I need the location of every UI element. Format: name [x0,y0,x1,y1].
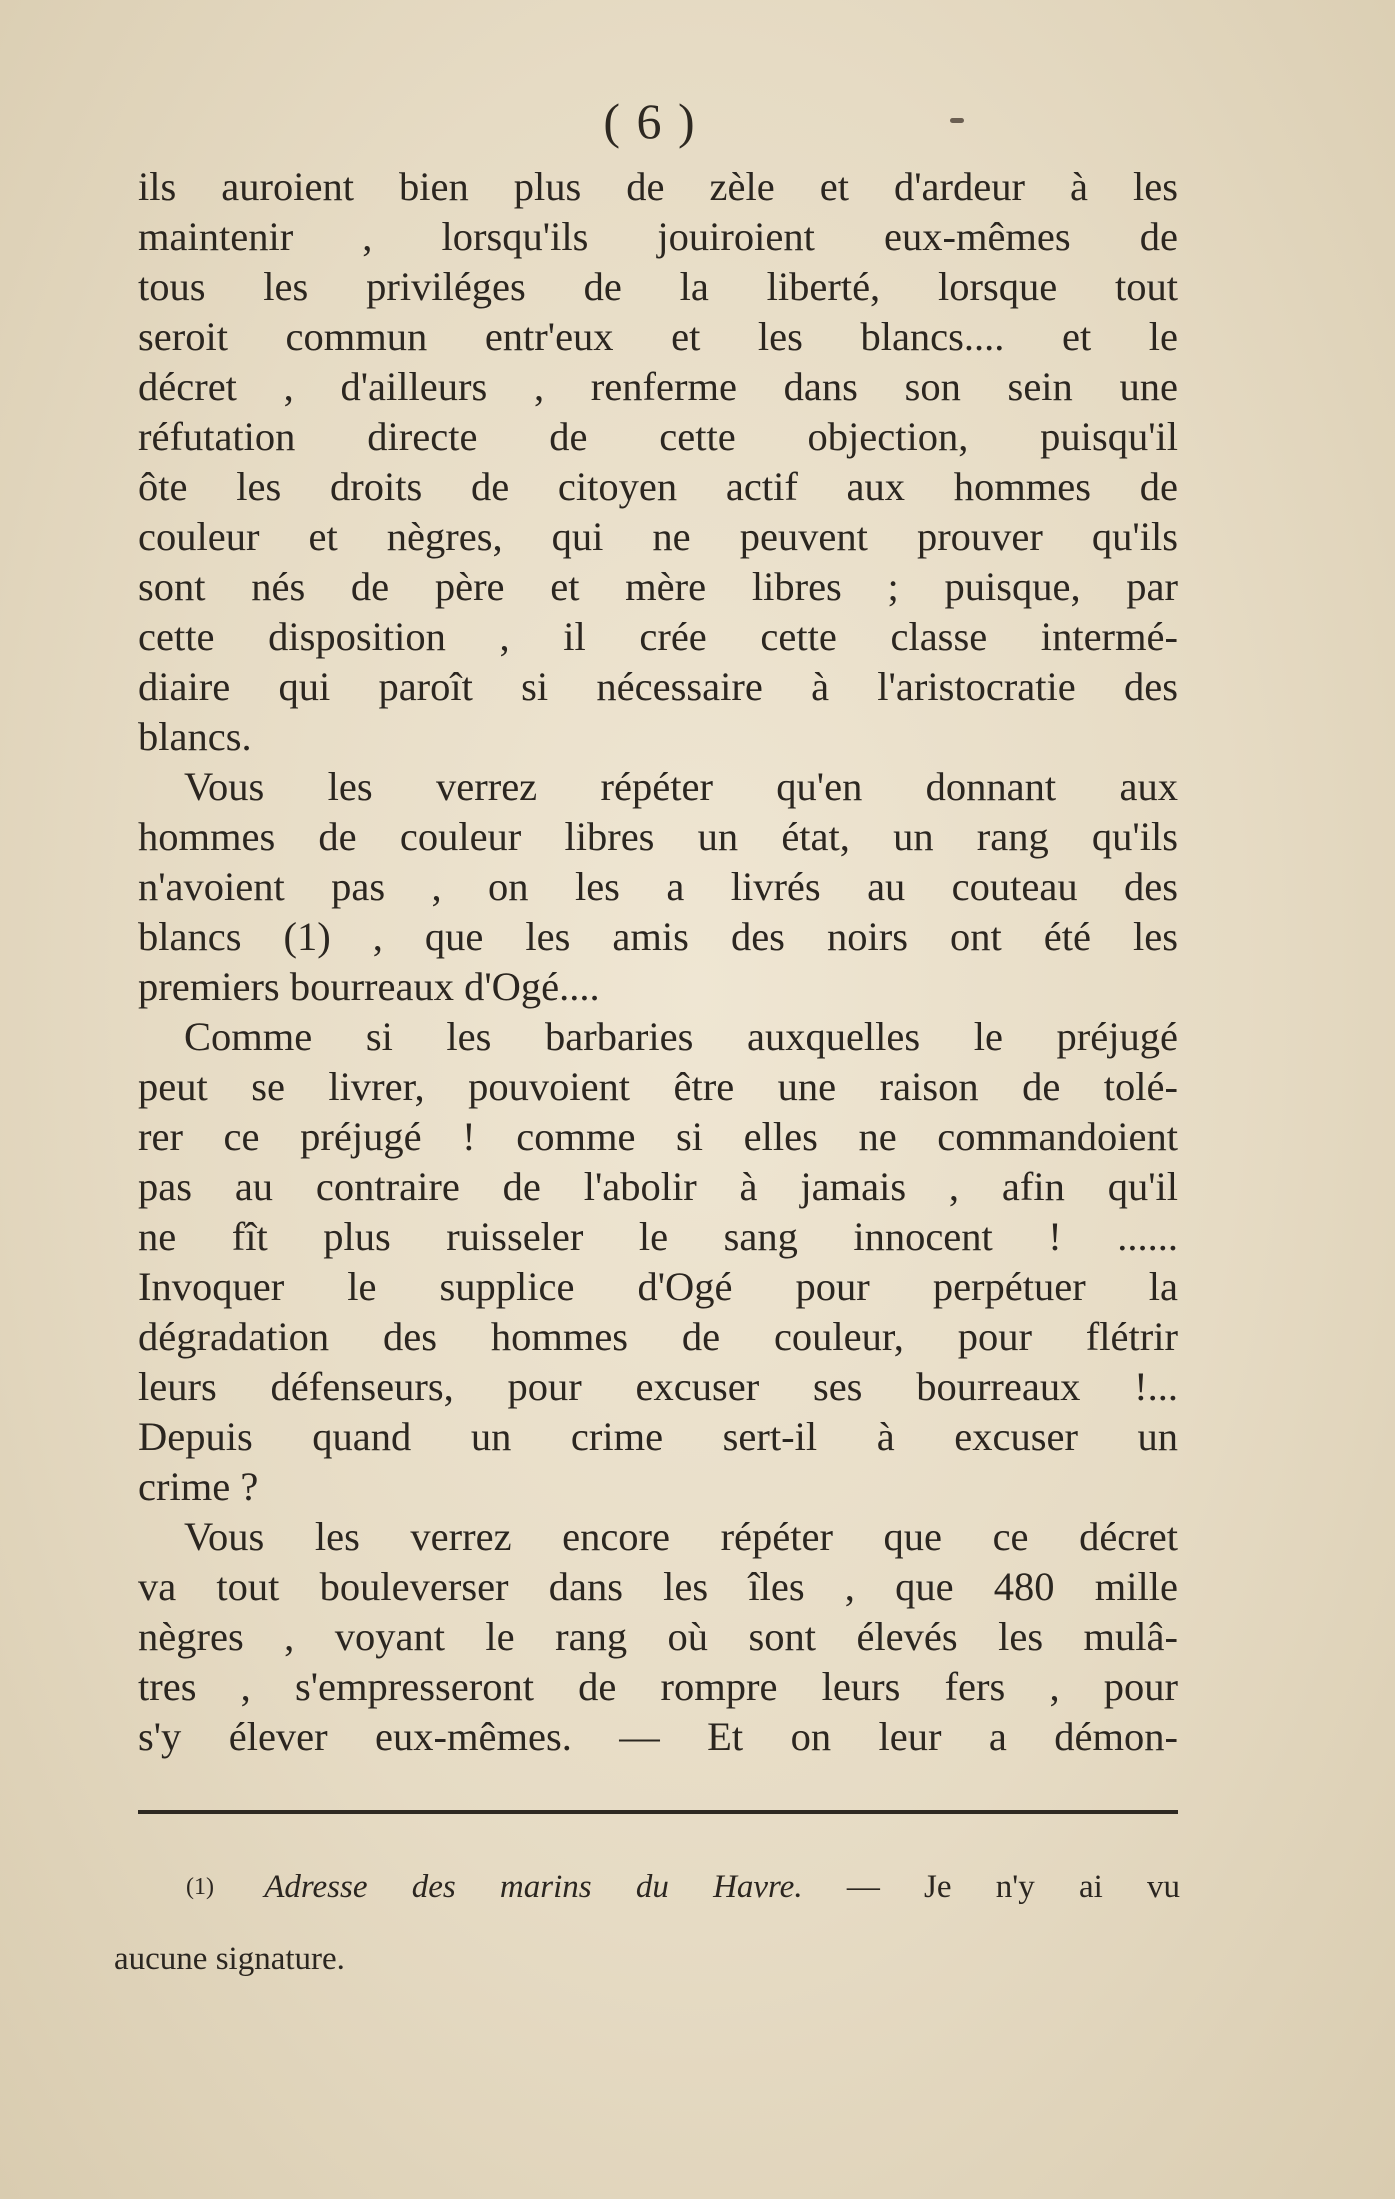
text-line: cette disposition , il crée cette classe intermé- [138,614,1178,659]
text-line: pas au contraire de l'abolir à jamais , afin qu'il [138,1164,1178,1209]
text-line: tres , s'empresseront de rompre leurs fers , pour [138,1664,1178,1709]
text-line: crime ? [138,1464,259,1509]
text-line: leurs défenseurs, pour excuser ses bourreaux !... [138,1364,1178,1409]
text-line: seroit commun entr'eux et les blancs.... et le [138,314,1178,359]
text-line: maintenir , lorsqu'ils jouiroient eux-mêmes de [138,214,1178,259]
text-line: n'avoient pas , on les a livrés au couteau des [138,864,1178,909]
text-line: couleur et nègres, qui ne peuvent prouver qu'ils [138,514,1178,559]
text-line: nègres , voyant le rang où sont élevés les mulâ- [138,1614,1178,1659]
text-line: Invoquer le supplice d'Ogé pour perpétuer la [138,1264,1178,1309]
text-line: sont nés de père et mère libres ; puisque, par [138,564,1178,609]
text-line: ne fît plus ruisseler le sang innocent ! ...... [138,1214,1178,1259]
text-line: décret , d'ailleurs , renferme dans son sein une [138,364,1178,409]
footnote-mark: (1) [186,1874,214,1900]
text-line: tous les priviléges de la liberté, lorsque tout [138,264,1178,309]
footnote-line [186,1865,1180,1909]
text-line: réfutation directe de cette objection, puisqu'il [138,414,1178,459]
text-line: peut se livrer, pouvoient être une raison de tolé- [138,1064,1178,1109]
text-line: hommes de couleur libres un état, un rang qu'ils [138,814,1178,859]
text-line: ôte les droits de citoyen actif aux hommes de [138,464,1178,509]
text-line: s'y élever eux-mêmes. — Et on leur a démon- [138,1714,1178,1759]
footnote-text: — Je n'y ai vu [846,1869,1180,1905]
text-line: Depuis quand un crime sert-il à excuser un [138,1414,1178,1459]
text-line: blancs (1) , que les amis des noirs ont été les [138,914,1178,959]
text-line: Comme si les barbaries auxquelles le préjugé [184,1014,1178,1059]
text-line: dégradation des hommes de couleur, pour flétrir [138,1314,1178,1359]
ink-mark [950,118,964,123]
footnote-divider [138,1810,1178,1814]
footnote-line-2: aucune signature. [114,1941,345,1977]
text-line: va tout bouleverser dans les îles , que 480 mille [138,1564,1178,1609]
text-line: Vous les verrez encore répéter que ce décret [184,1514,1178,1559]
text-line: Vous les verrez répéter qu'en donnant aux [184,764,1178,809]
text-line: ils auroient bien plus de zèle et d'ardeur à les [138,164,1178,209]
footnote-italic-text: Adresse des marins du Havre. [264,1869,803,1905]
text-line: premiers bourreaux d'Ogé.... [138,964,600,1009]
page-number: ( 6 ) [603,93,697,149]
text-line: diaire qui paroît si nécessaire à l'aristocratie des [138,664,1178,709]
text-line: rer ce préjugé ! comme si elles ne commandoient [138,1114,1178,1159]
body-text [138,162,1178,1762]
text-line: blancs. [138,714,252,759]
